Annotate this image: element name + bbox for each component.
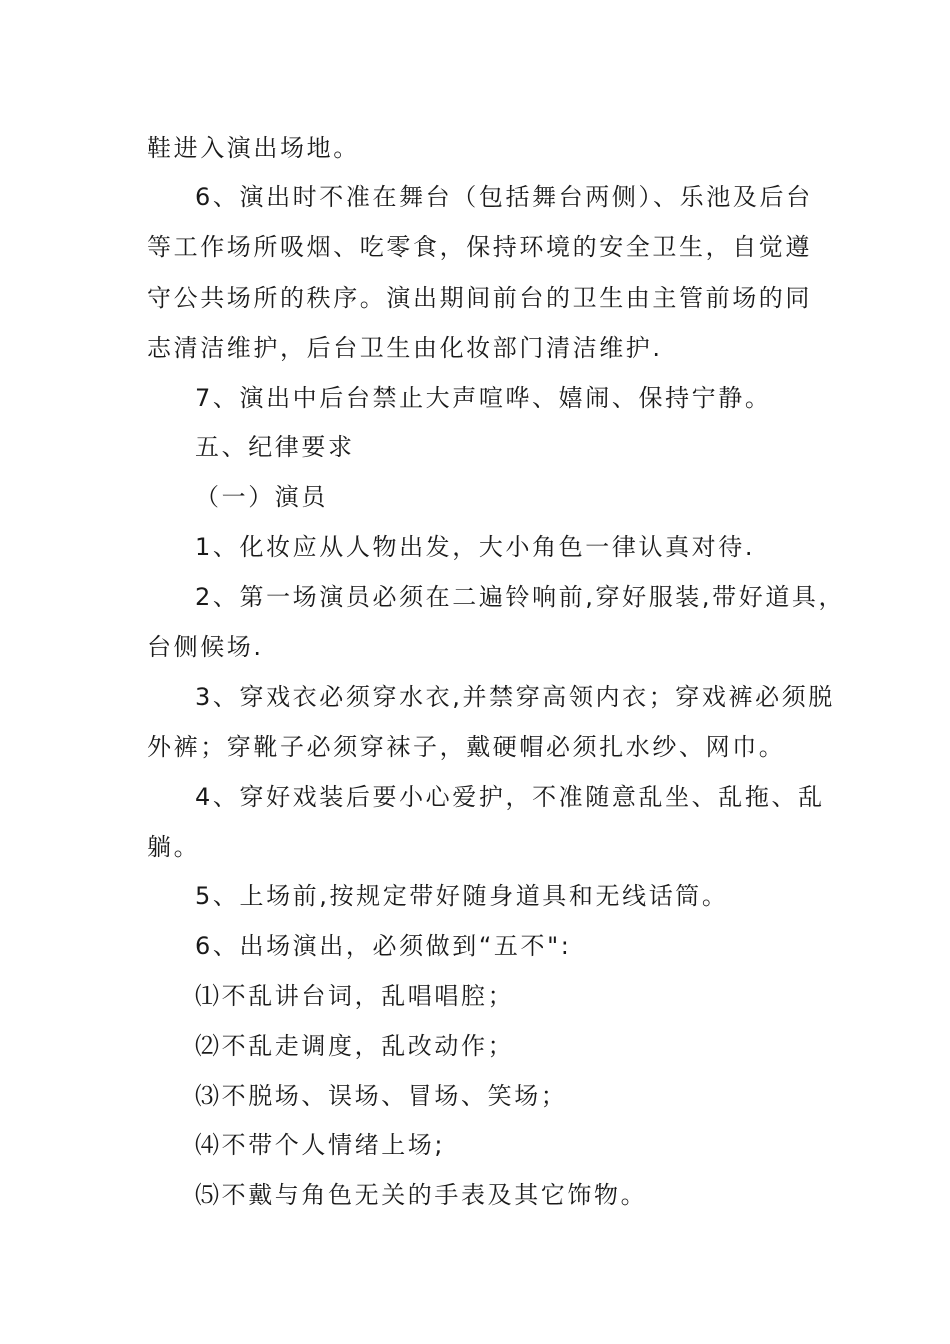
list-item: ⑶不脱场、误场、冒场、笑场； — [195, 1082, 568, 1110]
text-line: 3、穿戏衣必须穿水衣,并禁穿高领内衣；穿戏裤必须脱 — [195, 683, 835, 711]
list-item: ⑵不乱走调度，乱改动作； — [195, 1032, 515, 1060]
text-line: 鞋进入演出场地。 — [147, 134, 360, 162]
subsection-heading: （一）演员 — [195, 483, 328, 511]
section-heading: 五、纪律要求 — [195, 433, 355, 461]
text-line: 1、化妆应从人物出发，大小角色一律认真对待. — [195, 533, 756, 561]
text-line: 躺。 — [147, 833, 201, 861]
text-line: 志清洁维护，后台卫生由化妆部门清洁维护. — [147, 334, 663, 362]
list-item: ⑷不带个人情绪上场; — [195, 1131, 446, 1159]
text-line: 6、演出时不准在舞台（包括舞台两侧）、乐池及后台 — [195, 183, 813, 211]
text-line: 6、出场演出，必须做到“五不": — [195, 932, 572, 960]
text-line: 守公共场所的秩序。演出期间前台的卫生由主管前场的同 — [147, 284, 812, 312]
list-item: ⑴不乱讲台词，乱唱唱腔； — [195, 982, 515, 1010]
text-line: 等工作场所吸烟、吃零食，保持环境的安全卫生，自觉遵 — [147, 233, 812, 261]
text-line: 2、第一场演员必须在二遍铃响前,穿好服装,带好道具， — [195, 583, 846, 611]
text-line: 台侧候场. — [147, 633, 264, 661]
text-line: 4、穿好戏装后要小心爱护，不准随意乱坐、乱拖、乱 — [195, 783, 825, 811]
text-line: 外裤；穿靴子必须穿袜子，戴硬帽必须扎水纱、网巾。 — [147, 733, 786, 761]
list-item: ⑸不戴与角色无关的手表及其它饰物。 — [195, 1181, 648, 1209]
text-line: 7、演出中后台禁止大声喧哗、嬉闹、保持宁静。 — [195, 384, 772, 412]
text-line: 5、上场前,按规定带好随身道具和无线话筒。 — [195, 882, 729, 910]
